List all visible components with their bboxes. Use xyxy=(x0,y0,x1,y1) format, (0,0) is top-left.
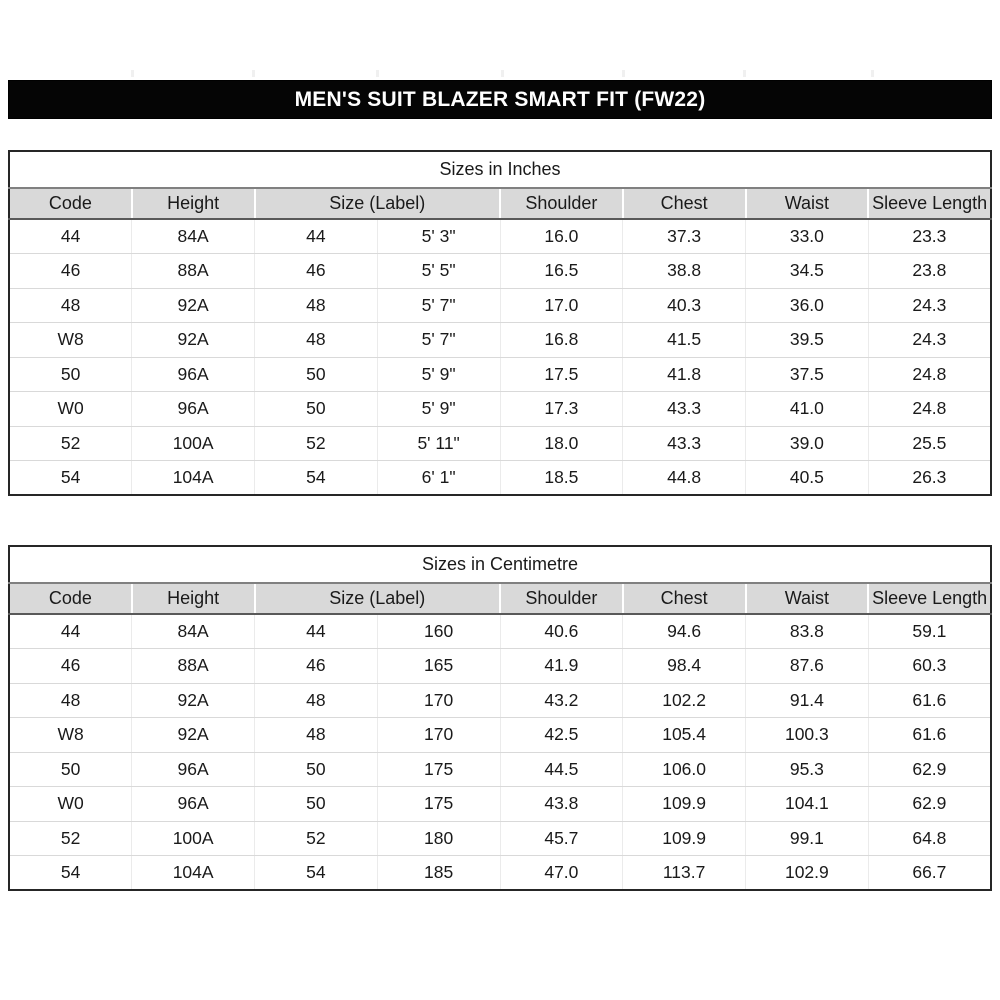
table-cell: 44 xyxy=(9,219,132,254)
column-header: Code xyxy=(9,583,132,614)
table-cell: 92A xyxy=(132,683,255,718)
table-cell: 102.9 xyxy=(746,856,869,891)
table-cell: 46 xyxy=(255,649,378,684)
table-cell: 50 xyxy=(255,392,378,427)
table-cell: W0 xyxy=(9,392,132,427)
table-cell: 84A xyxy=(132,219,255,254)
column-header: Code xyxy=(9,188,132,219)
table-cell: 91.4 xyxy=(746,683,869,718)
table-row xyxy=(9,219,991,254)
table-cell: 52 xyxy=(255,426,378,461)
table-cell: 180 xyxy=(377,821,500,856)
table-cell: 46 xyxy=(255,254,378,289)
gridline-tick xyxy=(501,70,504,77)
table-row xyxy=(9,821,991,856)
table-cell: 62.9 xyxy=(868,787,991,822)
table-cell: 48 xyxy=(9,683,132,718)
gridline-tick xyxy=(743,70,746,77)
table-cell: 44.5 xyxy=(500,752,623,787)
table-row xyxy=(9,426,991,461)
column-header: Height xyxy=(132,583,255,614)
table-cell: 24.8 xyxy=(868,357,991,392)
table-cell: 40.6 xyxy=(500,614,623,649)
table-cell: 104.1 xyxy=(746,787,869,822)
table-cell: 36.0 xyxy=(746,288,869,323)
table-cell: 105.4 xyxy=(623,718,746,753)
table-cell: 61.6 xyxy=(868,683,991,718)
table-cell: 104A xyxy=(132,461,255,496)
table-cell: 170 xyxy=(377,683,500,718)
column-header: Sleeve Length xyxy=(868,188,991,219)
table-cell: 46 xyxy=(9,649,132,684)
column-header: Shoulder xyxy=(500,188,623,219)
table-cell: 37.3 xyxy=(623,219,746,254)
table-cell: 84A xyxy=(132,614,255,649)
table-cell: 52 xyxy=(9,821,132,856)
table-cell: 175 xyxy=(377,752,500,787)
table-row xyxy=(9,288,991,323)
table-cell: 106.0 xyxy=(623,752,746,787)
table-row xyxy=(9,649,991,684)
table-cell: 25.5 xyxy=(868,426,991,461)
column-header: Shoulder xyxy=(500,583,623,614)
table-row xyxy=(9,787,991,822)
table-cell: 42.5 xyxy=(500,718,623,753)
table-cell: 39.0 xyxy=(746,426,869,461)
table-cell: 5' 3" xyxy=(377,219,500,254)
table-caption-row xyxy=(9,151,991,188)
table-cell: 50 xyxy=(255,752,378,787)
table-row xyxy=(9,254,991,289)
table-cell: 44 xyxy=(255,219,378,254)
table-body xyxy=(9,614,991,890)
table-cell: 88A xyxy=(132,649,255,684)
table-cell: W8 xyxy=(9,323,132,358)
table-cell: 66.7 xyxy=(868,856,991,891)
gridline-tick xyxy=(376,70,379,77)
table-cell: 104A xyxy=(132,856,255,891)
table-cell: 43.3 xyxy=(623,426,746,461)
table-cell: 17.3 xyxy=(500,392,623,427)
table-cell: 94.6 xyxy=(623,614,746,649)
table-cell: 98.4 xyxy=(623,649,746,684)
table-cell: 48 xyxy=(255,718,378,753)
table-cell: 102.2 xyxy=(623,683,746,718)
gridline-tick xyxy=(871,70,874,77)
table-caption-row xyxy=(9,546,991,583)
table-cell: 17.0 xyxy=(500,288,623,323)
table-cell: 48 xyxy=(255,323,378,358)
column-header: Sleeve Length xyxy=(868,583,991,614)
table-cell: 48 xyxy=(255,683,378,718)
table-cell: 24.3 xyxy=(868,288,991,323)
table-title: Sizes in Centimetre xyxy=(9,546,991,583)
product-title-banner xyxy=(8,80,992,119)
table-cell: 6' 1" xyxy=(377,461,500,496)
table-cell: 50 xyxy=(255,787,378,822)
table-cell: 45.7 xyxy=(500,821,623,856)
gridline-tick xyxy=(622,70,625,77)
table-cell: 41.0 xyxy=(746,392,869,427)
table-cell: 92A xyxy=(132,323,255,358)
column-header: Waist xyxy=(746,583,869,614)
table-cell: 64.8 xyxy=(868,821,991,856)
table-cell: 5' 7" xyxy=(377,323,500,358)
table-cell: 52 xyxy=(9,426,132,461)
table-cell: 88A xyxy=(132,254,255,289)
table-cell: 16.0 xyxy=(500,219,623,254)
table-cell: W0 xyxy=(9,787,132,822)
table-cell: 100A xyxy=(132,426,255,461)
table-cell: 43.3 xyxy=(623,392,746,427)
table-cell: 52 xyxy=(255,821,378,856)
table-cell: 50 xyxy=(255,357,378,392)
table-header-row xyxy=(9,583,991,614)
table-cell: 113.7 xyxy=(623,856,746,891)
table-cell: 99.1 xyxy=(746,821,869,856)
table-cell: 17.5 xyxy=(500,357,623,392)
table-cell: 54 xyxy=(60,467,81,487)
column-header: Size (Label) xyxy=(255,583,501,614)
table-cell: 100.3 xyxy=(746,718,869,753)
table-cell: 47.0 xyxy=(500,856,623,891)
table-cell: W8 xyxy=(9,718,132,753)
table-row xyxy=(9,718,991,753)
table-cell: 54 xyxy=(255,856,378,891)
table-cell: 61.6 xyxy=(868,718,991,753)
table-row xyxy=(9,461,991,496)
table-cell: 87.6 xyxy=(746,649,869,684)
table-cell: 60.3 xyxy=(868,649,991,684)
table-cell: 24.8 xyxy=(868,392,991,427)
table-cell: 96A xyxy=(132,392,255,427)
table-row xyxy=(9,856,991,891)
table-cell: 37.5 xyxy=(746,357,869,392)
column-header: Chest xyxy=(623,583,746,614)
table-row xyxy=(9,357,991,392)
table-cell: 185 xyxy=(377,856,500,891)
table-cell: 23.3 xyxy=(868,219,991,254)
table-cell: 46 xyxy=(9,254,132,289)
column-header: Chest xyxy=(623,188,746,219)
table-cell: 44 xyxy=(255,614,378,649)
table-cell: 34.5 xyxy=(746,254,869,289)
table-cell: 92A xyxy=(132,718,255,753)
sizes-in-centimetre-table xyxy=(8,545,992,891)
table-cell: 165 xyxy=(377,649,500,684)
gridline-tick xyxy=(131,70,134,77)
table-cell: 50 xyxy=(9,752,132,787)
table-header-row xyxy=(9,188,991,219)
table-cell: 109.9 xyxy=(623,821,746,856)
table-cell: 38.8 xyxy=(623,254,746,289)
table-cell: 5' 9" xyxy=(377,392,500,427)
table-cell: 92A xyxy=(132,288,255,323)
table-cell: 48 xyxy=(9,288,132,323)
table-cell: 43.2 xyxy=(500,683,623,718)
table-cell: 54 xyxy=(255,461,378,496)
table-row xyxy=(9,752,991,787)
table-cell: 16.8 xyxy=(500,323,623,358)
table-cell: 39.5 xyxy=(746,323,869,358)
table-cell: 160 xyxy=(377,614,500,649)
table-cell: 175 xyxy=(377,787,500,822)
table-cell: 5' 7" xyxy=(377,288,500,323)
table-cell: 48 xyxy=(255,288,378,323)
table-cell: 5' 9" xyxy=(377,357,500,392)
table-cell: 40.5 xyxy=(746,461,869,496)
page-title: MEN'S SUIT BLAZER SMART FIT (FW22) xyxy=(294,87,706,111)
table-body xyxy=(9,219,991,495)
table-row xyxy=(9,683,991,718)
column-header: Height xyxy=(132,188,255,219)
table-cell: 50 xyxy=(9,357,132,392)
table-cell: 109.9 xyxy=(623,787,746,822)
table-cell: 41.9 xyxy=(500,649,623,684)
table-cell: 41.8 xyxy=(623,357,746,392)
column-header: Size (Label) xyxy=(255,188,501,219)
table-cell: 54 xyxy=(60,862,81,882)
gridline-tick xyxy=(252,70,255,77)
table-cell: 18.5 xyxy=(500,461,623,496)
table-cell: 40.3 xyxy=(623,288,746,323)
table-row xyxy=(9,392,991,427)
table-cell: 41.5 xyxy=(623,323,746,358)
table-cell: 44 xyxy=(9,614,132,649)
table-row xyxy=(9,323,991,358)
table-cell: 5' 5" xyxy=(377,254,500,289)
table-cell: 26.3 xyxy=(868,461,991,496)
table-cell: 16.5 xyxy=(500,254,623,289)
table-cell: 44.8 xyxy=(623,461,746,496)
table-cell: 33.0 xyxy=(746,219,869,254)
table-cell: 95.3 xyxy=(746,752,869,787)
sizes-in-inches-table xyxy=(8,150,992,496)
table-cell: 170 xyxy=(377,718,500,753)
table-cell: 96A xyxy=(132,357,255,392)
table-title: Sizes in Inches xyxy=(9,151,991,188)
table-cell: 5' 11" xyxy=(377,426,500,461)
table-cell: 24.3 xyxy=(868,323,991,358)
table-cell: 100A xyxy=(132,821,255,856)
table-cell: 96A xyxy=(132,787,255,822)
table-cell: 83.8 xyxy=(746,614,869,649)
table-cell: 18.0 xyxy=(500,426,623,461)
table-cell: 62.9 xyxy=(868,752,991,787)
table-cell: 43.8 xyxy=(500,787,623,822)
table-cell: 96A xyxy=(132,752,255,787)
table-cell: 59.1 xyxy=(868,614,991,649)
table-row xyxy=(9,614,991,649)
table-cell: 23.8 xyxy=(868,254,991,289)
column-header: Waist xyxy=(746,188,869,219)
